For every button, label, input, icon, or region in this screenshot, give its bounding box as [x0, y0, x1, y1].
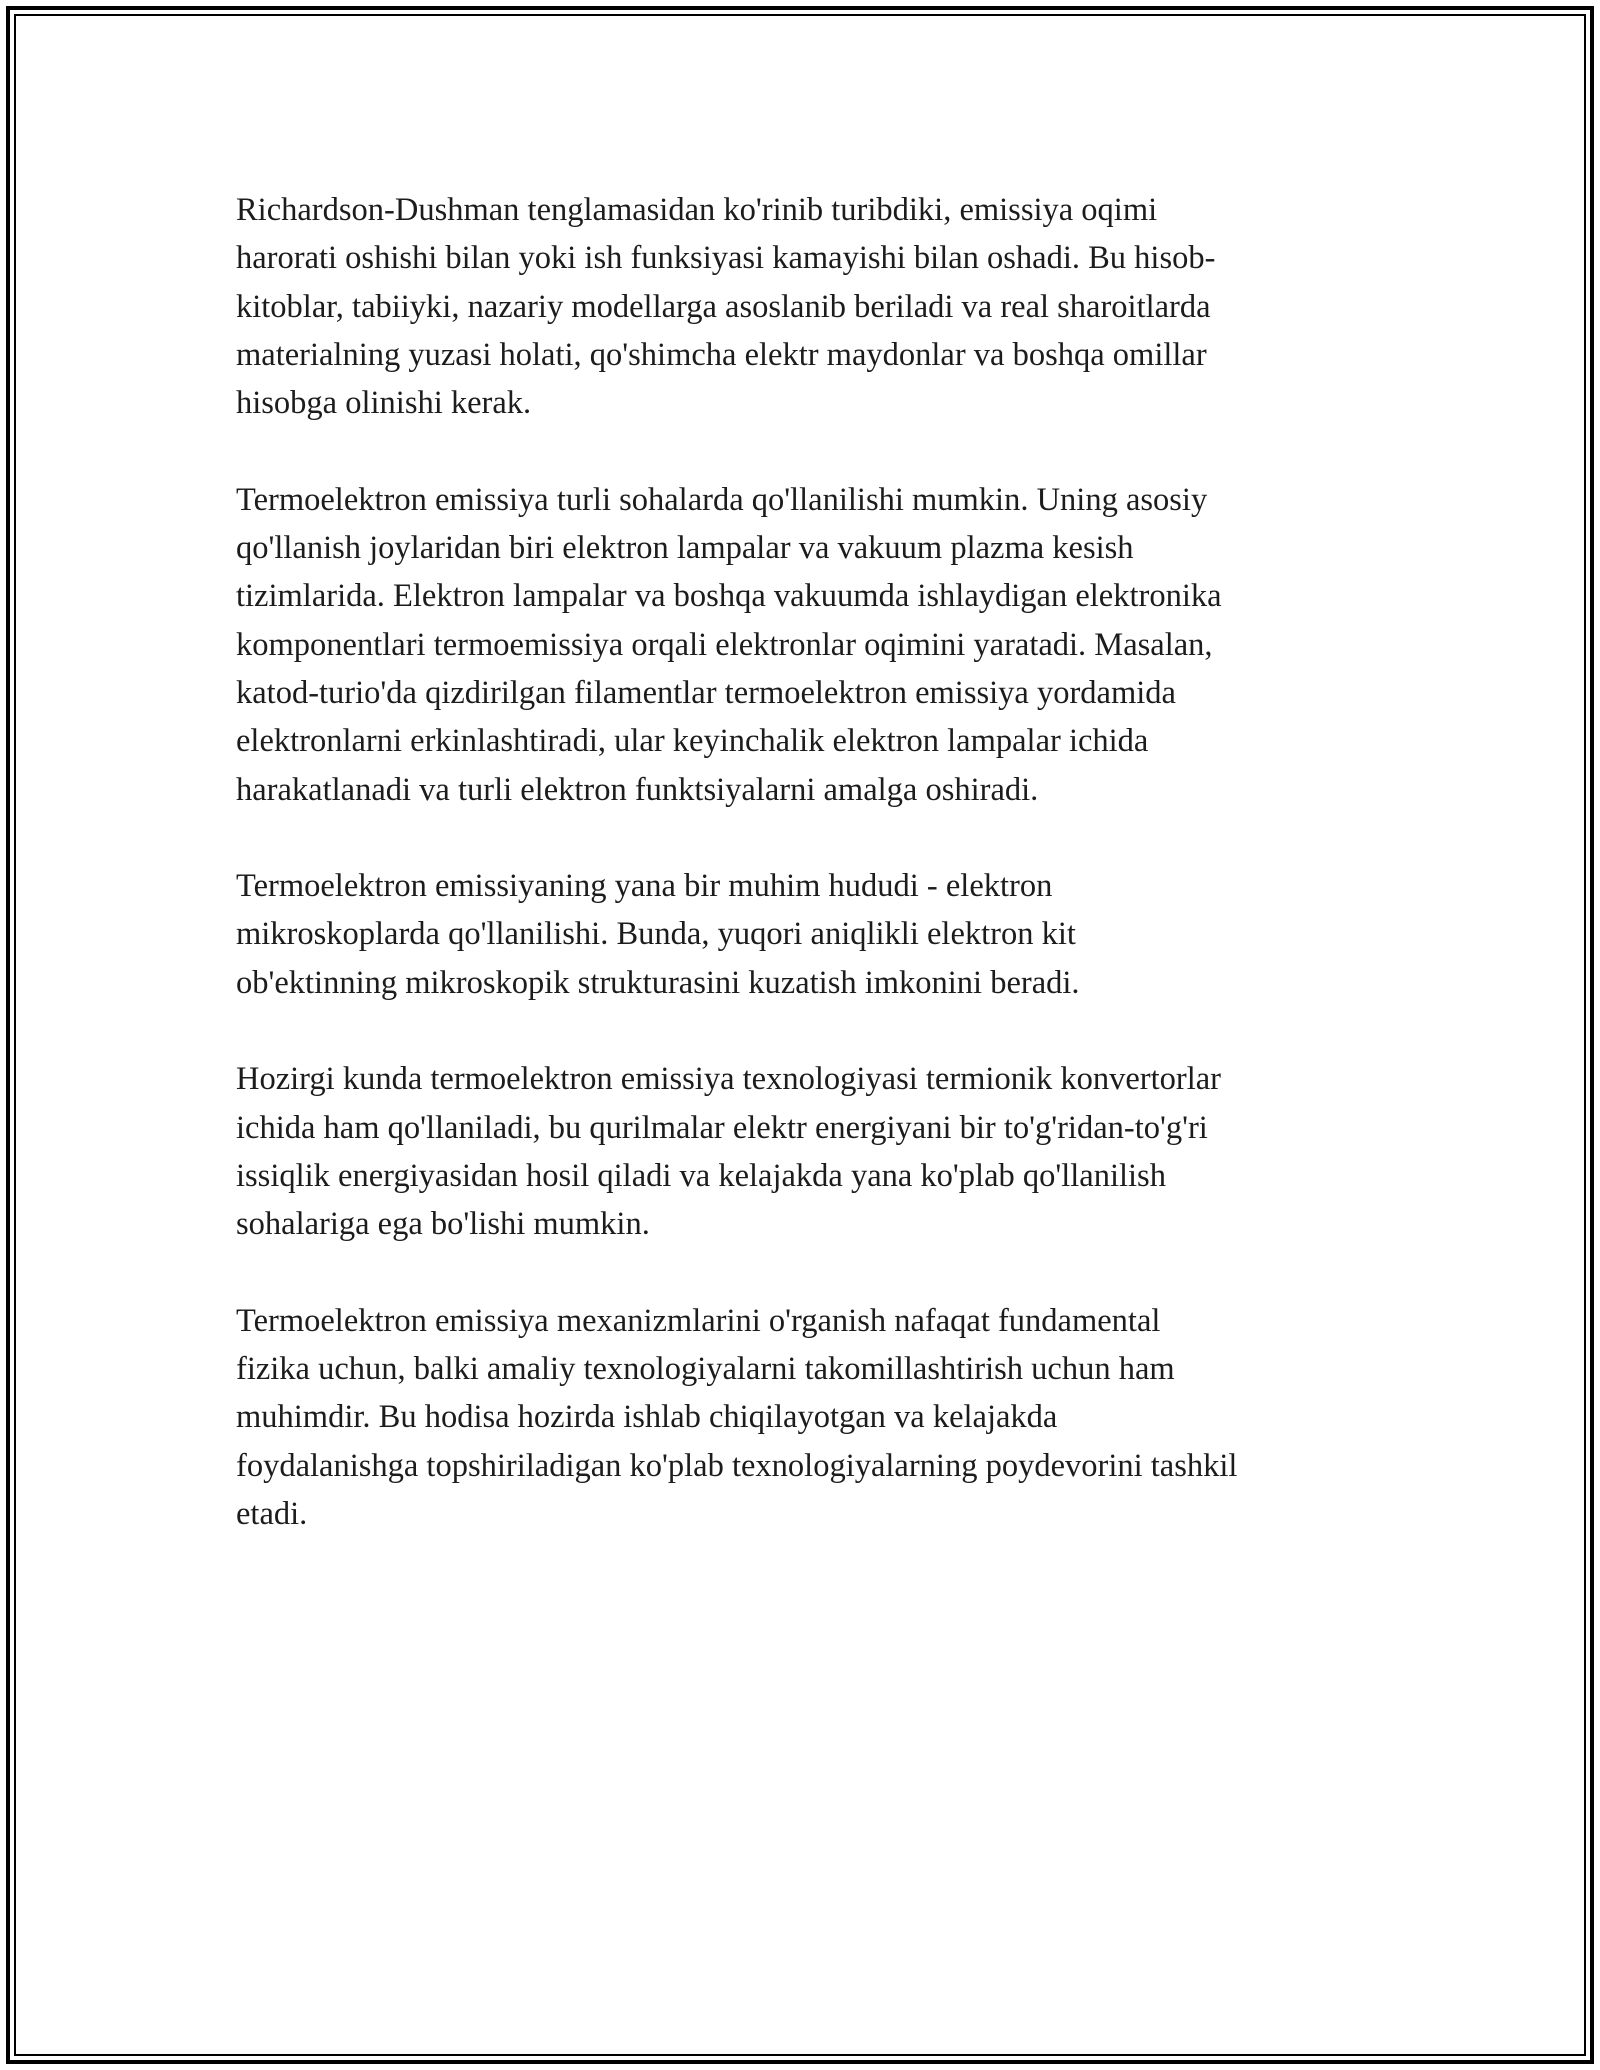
text-line: Termoelektron emissiyaning yana bir muhim hududi - elektron: [236, 868, 1053, 905]
text-line: issiqlik energiyasidan hosil qiladi va kelajakda yana ko'plab qo'llanilish: [236, 1157, 1166, 1194]
text-line: mikroskoplarda qo'llanilishi. Bunda, yuqori aniqlikli elektron kit: [236, 916, 1076, 953]
text-line: elektronlarni erkinlashtiradi, ular keyinchalik elektron lampalar ichida: [236, 723, 1149, 760]
text-line: fizika uchun, balki amaliy texnologiyalarni takomillashtirish uchun ham: [236, 1351, 1175, 1388]
text-line: Termoelektron emissiya turli sohalarda qo'llanilishi mumkin. Uning asosiy: [236, 481, 1208, 518]
paragraph: [236, 862, 1366, 1007]
text-line: foydalanishga topshiriladigan ko'plab texnologiyalarning poydevorini tashkil: [236, 1447, 1238, 1484]
text-line: sohalariga ega bo'lishi mumkin.: [236, 1206, 650, 1243]
text-line: Termoelektron emissiya mexanizmlarini o'rganish nafaqat fundamental: [236, 1302, 1161, 1339]
paragraph: [236, 476, 1366, 814]
text-line: harorati oshishi bilan yoki ish funksiyasi kamayishi bilan oshadi. Bu hisob-: [236, 240, 1216, 277]
text-line: materialning yuzasi holati, qo'shimcha elektr maydonlar va boshqa omillar: [236, 336, 1207, 373]
paragraph: [236, 1055, 1366, 1248]
paragraph: [236, 1297, 1366, 1538]
text-line: Richardson-Dushman tenglamasidan ko'rinib turibdiki, emissiya oqimi: [236, 192, 1158, 228]
text-line: muhimdir. Bu hodisa hozirda ishlab chiqilayotgan va kelajakda: [236, 1399, 1058, 1436]
text-line: tizimlarida. Elektron lampalar va boshqa vakuumda ishlaydigan elektronika: [236, 578, 1222, 615]
text-line: etadi.: [236, 1496, 308, 1533]
text-line: qo'llanish joylaridan biri elektron lampalar va vakuum plazma kesish: [236, 530, 1134, 567]
text-line: kitoblar, tabiiyki, nazariy modellarga asoslanib beriladi va real sharoitlarda: [236, 288, 1211, 325]
paragraph: [236, 186, 1366, 427]
text-line: ob'ektinning mikroskopik strukturasini kuzatish imkonini beradi.: [236, 964, 1080, 1001]
document-body: [236, 186, 1366, 1587]
text-line: hisobga olinishi kerak.: [236, 385, 532, 422]
text-line: harakatlanadi va turli elektron funktsiyalarni amalga oshiradi.: [236, 771, 1039, 808]
text-line: komponentlari termoemissiya orqali elektronlar oqimini yaratadi. Masalan,: [236, 626, 1213, 663]
text-line: Hozirgi kunda termoelektron emissiya texnologiyasi termionik konvertorlar: [236, 1061, 1221, 1098]
text-line: katod-turio'da qizdirilgan filamentlar termoelektron emissiya yordamida: [236, 674, 1176, 711]
text-line: ichida ham qo'llaniladi, bu qurilmalar elektr energiyani bir to'g'ridan-to'g'ri: [236, 1109, 1208, 1146]
